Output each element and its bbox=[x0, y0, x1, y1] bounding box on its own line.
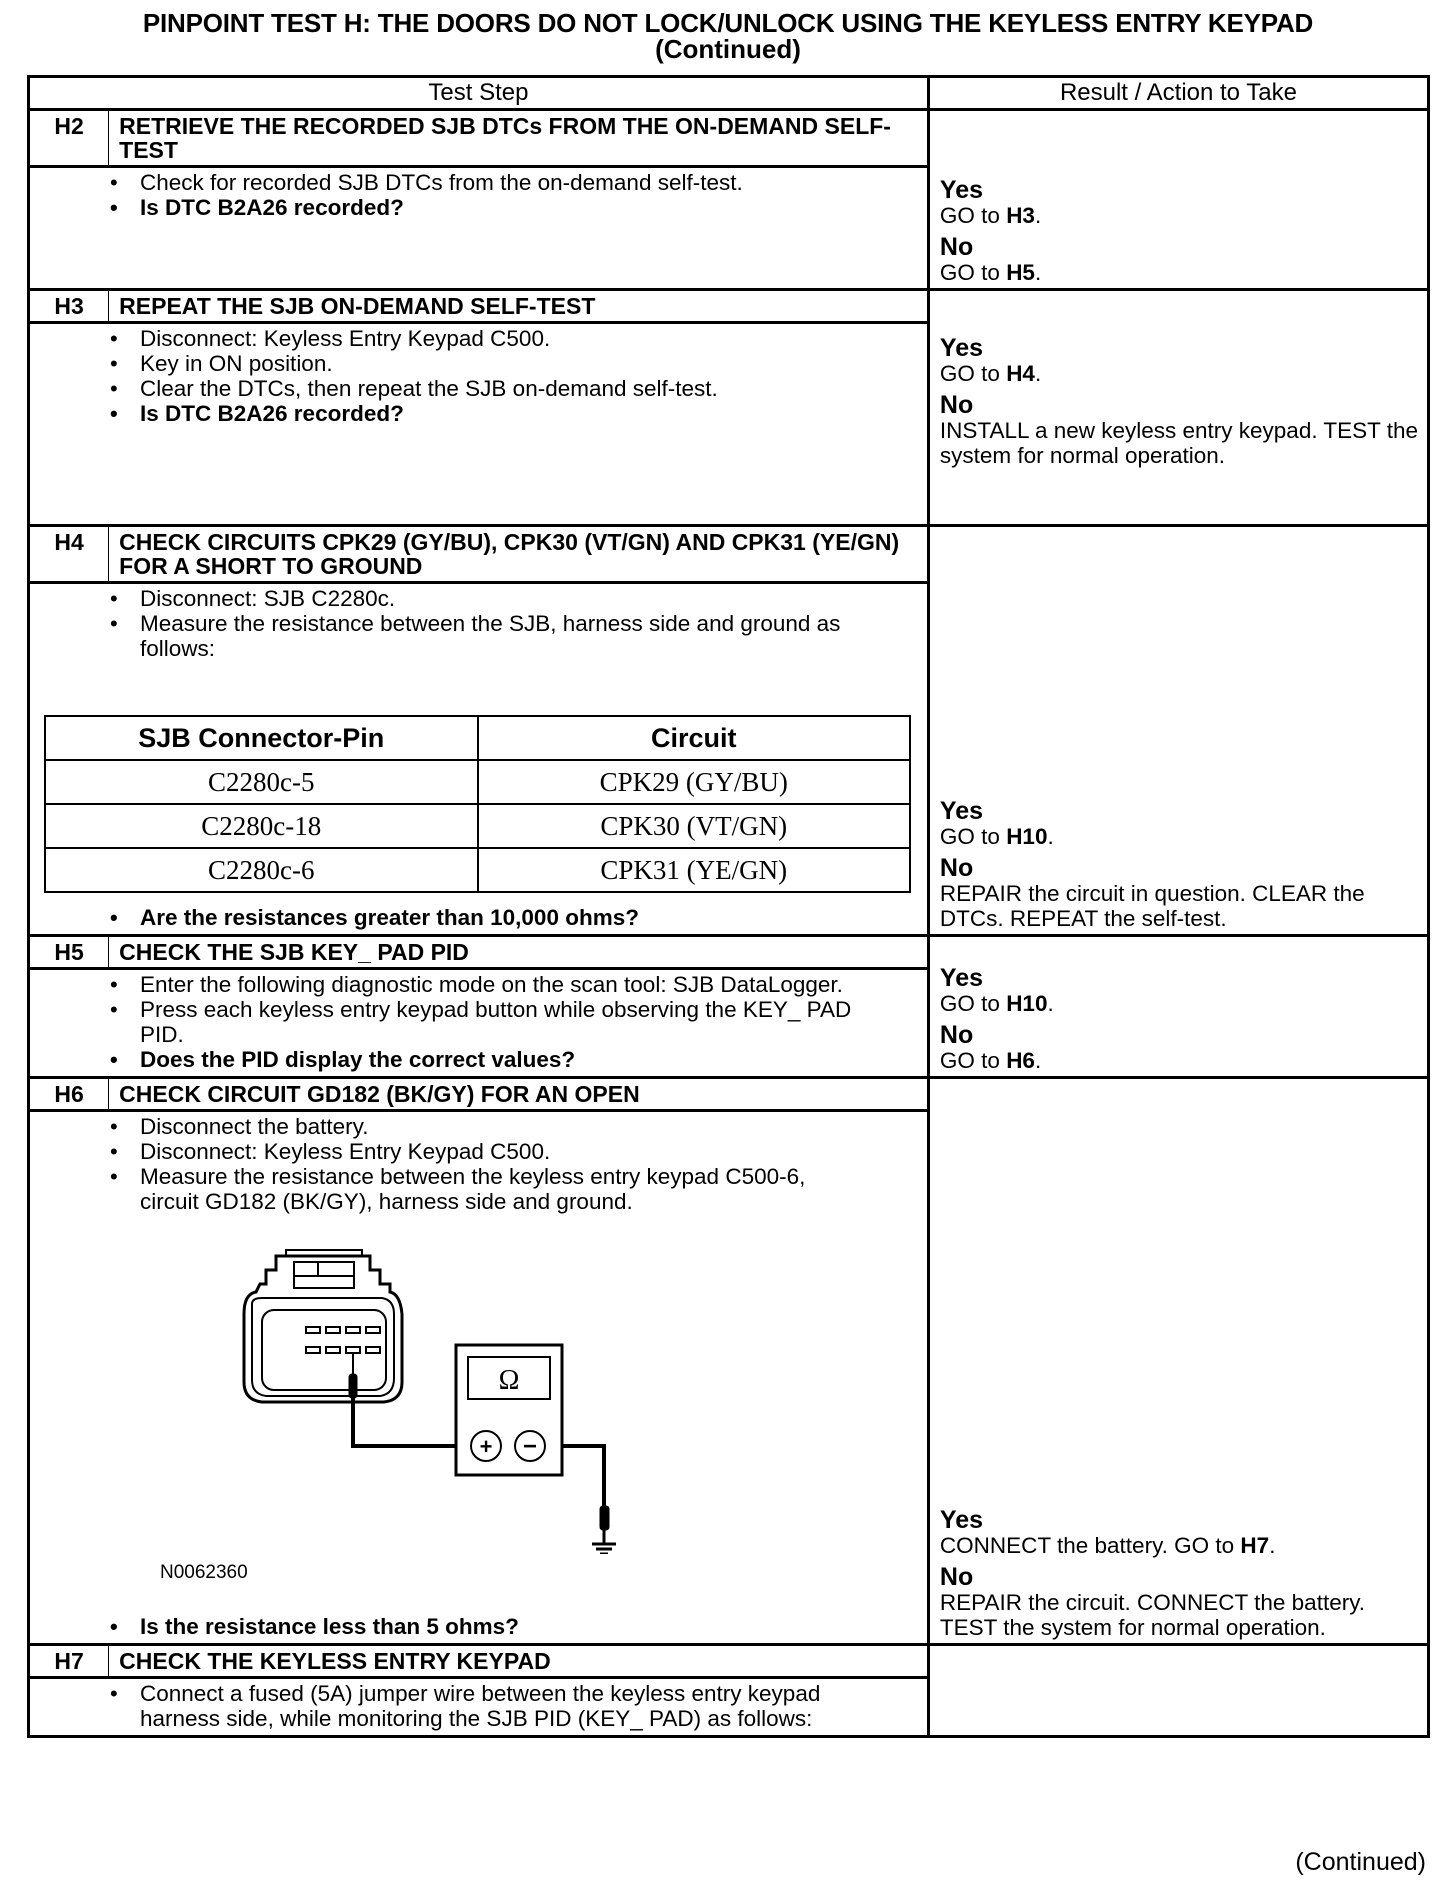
step-id: H2 bbox=[29, 110, 109, 167]
step-bullets bbox=[30, 905, 919, 930]
yes-action-text: GO to bbox=[939, 991, 1007, 1016]
pin-header-circuit: Circuit bbox=[478, 716, 911, 760]
no-label: No bbox=[939, 233, 974, 261]
no-label: No bbox=[939, 854, 974, 882]
yes-goto-link[interactable]: H10 bbox=[1006, 824, 1048, 849]
page-subtitle: (Continued) bbox=[655, 34, 801, 64]
step-body bbox=[29, 1111, 929, 1645]
yes-label: Yes bbox=[939, 797, 984, 825]
header-test-step: Test Step bbox=[29, 77, 929, 110]
step-bullets bbox=[30, 1681, 919, 1731]
pin-cell: C2280c-6 bbox=[45, 848, 478, 892]
step-title: CHECK THE KEYLESS ENTRY KEYPAD bbox=[109, 1645, 929, 1678]
no-action: REPAIR the circuit. CONNECT the battery. TEST the system for normal operation. bbox=[939, 1590, 1366, 1640]
bullet-item: • Measure the resistance between the keyless entry keypad C500-6, circuit GD182 (BK/GY), harness side and ground. bbox=[110, 1164, 849, 1214]
pin-cell: C2280c-5 bbox=[45, 760, 478, 804]
punct: . bbox=[1269, 1533, 1276, 1558]
circuit-cell: CPK30 (VT/GN) bbox=[478, 804, 911, 848]
no-action: INSTALL a new keyless entry keypad. TEST the system for normal operation. bbox=[939, 418, 1419, 468]
footer-continued: (Continued) bbox=[1295, 1848, 1426, 1876]
step-bullets bbox=[30, 170, 919, 220]
step-bullets bbox=[30, 326, 919, 426]
table-header-row bbox=[29, 77, 1429, 110]
yes-action-text: CONNECT the battery. GO to bbox=[939, 1533, 1241, 1558]
step-h3-result bbox=[928, 290, 1428, 526]
pin-table-row bbox=[45, 848, 910, 892]
step-bullets bbox=[30, 972, 919, 1072]
no-label: No bbox=[939, 1021, 974, 1049]
no-action-text: GO to bbox=[939, 260, 1007, 285]
minus-terminal-icon: − bbox=[522, 1433, 538, 1460]
ground-icon bbox=[592, 1544, 616, 1554]
step-id: H7 bbox=[29, 1645, 109, 1678]
yes-label: Yes bbox=[939, 334, 984, 362]
connector-pins-icon bbox=[306, 1327, 380, 1353]
header-result: Result / Action to Take bbox=[928, 77, 1428, 110]
yes-action-text: GO to bbox=[939, 824, 1007, 849]
step-h5-title-row bbox=[29, 936, 1429, 969]
bullet-question: • Is the resistance less than 5 ohms? bbox=[110, 1614, 919, 1639]
punct: . bbox=[1034, 361, 1042, 386]
bullet-question: • Does the PID display the correct values? bbox=[110, 1047, 879, 1072]
bullet-item: • Disconnect the battery. bbox=[110, 1114, 849, 1139]
step-title: REPEAT THE SJB ON-DEMAND SELF-TEST bbox=[109, 290, 929, 323]
step-body bbox=[29, 167, 929, 290]
step-title: CHECK CIRCUITS CPK29 (GY/BU), CPK30 (VT/GN) AND CPK31 (YE/GN) FOR A SHORT TO GROUND bbox=[109, 526, 929, 583]
no-action bbox=[940, 260, 1423, 285]
step-bullets bbox=[30, 1614, 919, 1639]
step-body bbox=[29, 323, 929, 526]
step-h5-result bbox=[928, 936, 1428, 1078]
yes-action bbox=[940, 361, 1423, 386]
ohm-symbol: Ω bbox=[498, 1365, 520, 1396]
punct: . bbox=[1034, 1048, 1042, 1073]
step-bullets bbox=[30, 1114, 919, 1214]
yes-goto-link[interactable]: H10 bbox=[1006, 991, 1048, 1016]
yes-label: Yes bbox=[939, 176, 984, 204]
step-h2-title-row bbox=[29, 110, 1429, 167]
no-label: No bbox=[939, 391, 974, 419]
bullet-item: • Disconnect: Keyless Entry Keypad C500. bbox=[110, 326, 919, 351]
yes-label: Yes bbox=[939, 964, 984, 992]
punct: . bbox=[1047, 991, 1054, 1016]
bullet-item: • Enter the following diagnostic mode on the scan tool: SJB DataLogger. bbox=[110, 972, 879, 997]
step-h3-title-row bbox=[29, 290, 1429, 323]
bullet-item: • Disconnect: Keyless Entry Keypad C500. bbox=[110, 1139, 849, 1164]
bullet-item: • Disconnect: SJB C2280c. bbox=[110, 586, 919, 611]
step-id: H4 bbox=[29, 526, 109, 583]
no-goto-link[interactable]: H5 bbox=[1006, 260, 1035, 285]
yes-label: Yes bbox=[939, 1506, 984, 1534]
bullet-question: • Is DTC B2A26 recorded? bbox=[110, 401, 919, 426]
circuit-cell: CPK29 (GY/BU) bbox=[478, 760, 911, 804]
yes-action bbox=[940, 1533, 1423, 1558]
step-h7-title-row bbox=[29, 1645, 1429, 1678]
step-title: RETRIEVE THE RECORDED SJB DTCs FROM THE ON-DEMAND SELF-TEST bbox=[109, 110, 929, 167]
pin-header-connector: SJB Connector-Pin bbox=[45, 716, 478, 760]
connector-measurement-figure bbox=[30, 1214, 848, 1614]
step-id: H5 bbox=[29, 936, 109, 969]
step-h7-result bbox=[928, 1645, 1428, 1737]
yes-action-text: GO to bbox=[939, 361, 1007, 386]
step-bullets bbox=[30, 586, 919, 661]
no-label: No bbox=[939, 1563, 974, 1591]
step-h4-result bbox=[928, 526, 1428, 936]
no-action: REPAIR the circuit in question. CLEAR the DTCs. REPEAT the self-test. bbox=[939, 881, 1365, 931]
pin-table-header bbox=[45, 716, 910, 760]
yes-action bbox=[940, 991, 1423, 1016]
bullet-item: • Measure the resistance between the SJB, harness side and ground as follows: bbox=[110, 611, 919, 661]
bullet-item: • Check for recorded SJB DTCs from the on-demand self-test. bbox=[110, 170, 919, 195]
bullet-item: • Connect a fused (5A) jumper wire between the keyless entry keypad harness side, while monitoring the SJB PID (KEY_ PAD) as follows: bbox=[110, 1681, 899, 1731]
punct: . bbox=[1047, 824, 1054, 849]
step-h2-result bbox=[928, 110, 1428, 290]
pin-table-row bbox=[45, 760, 910, 804]
no-action bbox=[940, 1048, 1423, 1073]
yes-goto-link[interactable]: H3 bbox=[1006, 203, 1035, 228]
punct: . bbox=[1034, 260, 1042, 285]
step-h4-title-row bbox=[29, 526, 1429, 583]
step-id: H6 bbox=[29, 1078, 109, 1111]
step-h6-result bbox=[928, 1078, 1428, 1645]
figure-id: N0062360 bbox=[160, 1562, 248, 1583]
figure-drawing bbox=[30, 1214, 848, 1554]
bullet-item: • Clear the DTCs, then repeat the SJB on-demand self-test. bbox=[110, 376, 919, 401]
step-body bbox=[29, 969, 929, 1078]
yes-action-text: GO to bbox=[939, 203, 1007, 228]
yes-action bbox=[940, 824, 1423, 849]
pin-table-row bbox=[45, 804, 910, 848]
punct: . bbox=[1034, 203, 1042, 228]
bullet-question: • Is DTC B2A26 recorded? bbox=[110, 195, 919, 220]
step-id: H3 bbox=[29, 290, 109, 323]
circuit-cell: CPK31 (YE/GN) bbox=[478, 848, 911, 892]
step-body bbox=[29, 1678, 929, 1737]
step-title: CHECK THE SJB KEY_ PAD PID bbox=[109, 936, 929, 969]
bullet-item: • Press each keyless entry keypad button while observing the KEY_ PAD PID. bbox=[110, 997, 879, 1047]
yes-action bbox=[940, 203, 1423, 228]
yes-goto-link[interactable]: H4 bbox=[1006, 361, 1035, 386]
no-action-text: GO to bbox=[939, 1048, 1007, 1073]
yes-goto-link[interactable]: H7 bbox=[1240, 1533, 1270, 1558]
pinpoint-test-table bbox=[27, 75, 1430, 1738]
no-goto-link[interactable]: H6 bbox=[1006, 1048, 1035, 1073]
pin-cell: C2280c-18 bbox=[45, 804, 478, 848]
plus-terminal-icon: + bbox=[479, 1434, 493, 1459]
connector-pin-table bbox=[44, 715, 911, 893]
bullet-item: • Key in ON position. bbox=[110, 351, 919, 376]
step-h6-title-row bbox=[29, 1078, 1429, 1111]
bullet-question: • Are the resistances greater than 10,000 ohms? bbox=[110, 905, 919, 930]
page-title: PINPOINT TEST H: THE DOORS DO NOT LOCK/UNLOCK USING THE KEYLESS ENTRY KEYPAD bbox=[142, 8, 1314, 38]
step-body bbox=[29, 583, 929, 936]
step-title: CHECK CIRCUIT GD182 (BK/GY) FOR AN OPEN bbox=[109, 1078, 929, 1111]
